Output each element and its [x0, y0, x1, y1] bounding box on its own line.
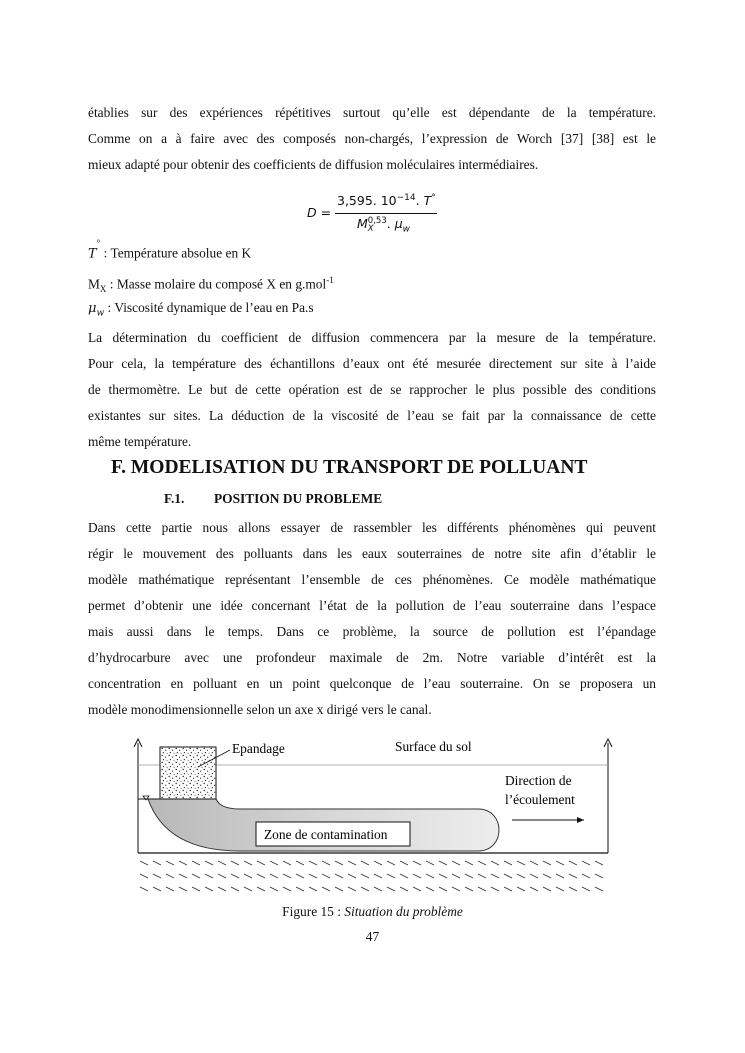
hatch-mark — [439, 861, 447, 865]
text-line: mais aussi dans le temps. Dans ce problème, la source de pollution est l’épandage — [88, 624, 656, 639]
hatch-mark — [166, 861, 174, 865]
subsection-number: F.1. — [164, 491, 185, 506]
hatch-mark — [192, 861, 200, 865]
hatch-mark — [400, 874, 408, 878]
hatch-mark — [335, 874, 343, 878]
hatch-mark — [413, 861, 421, 865]
text-line: Comme on a à faire avec des composés non-chargés, l’expression de Worch [37] [38] est le — [88, 131, 656, 146]
hatch-mark — [530, 887, 538, 891]
hatch-mark — [387, 861, 395, 865]
hatch-mark — [569, 861, 577, 865]
hatch-mark — [218, 887, 226, 891]
hatch-mark — [452, 861, 460, 865]
hatch-mark — [582, 861, 590, 865]
hatch-mark — [270, 874, 278, 878]
hatch-mark — [309, 861, 317, 865]
hatch-mark — [283, 874, 291, 878]
hatch-mark — [257, 861, 265, 865]
hatch-mark — [387, 887, 395, 891]
label-epandage: Epandage — [232, 741, 285, 756]
formula-numerator: 3,595. $10^{-14}$. T° — [337, 193, 436, 209]
hatch-mark — [491, 874, 499, 878]
formula-denominator: M 0,53 X . $\mu_w$ — [357, 215, 411, 235]
hatch-mark — [309, 874, 317, 878]
paragraph-problem — [88, 515, 656, 723]
hatch-mark — [426, 861, 434, 865]
hatch-mark — [595, 887, 603, 891]
subsection-heading — [164, 491, 382, 507]
hatch-mark — [439, 874, 447, 878]
hatch-mark — [413, 887, 421, 891]
hatch-mark — [556, 874, 564, 878]
text-line: Pour cela, la température des échantillons d’eaux ont été mesurée directement sur site à l’aide — [88, 356, 656, 371]
text-line: établies sur des expériences répétitives surtout qu’elle est dépendante de la température. — [88, 105, 656, 120]
hatch-mark — [504, 887, 512, 891]
hatch-mark — [153, 861, 161, 865]
hatch-mark — [218, 874, 226, 878]
hatch-mark — [231, 861, 239, 865]
text-line: de thermomètre. Le but de cette opération est de se rapprocher le plus possible des conditions — [88, 382, 656, 397]
hatch-mark — [556, 861, 564, 865]
hatch-mark — [153, 887, 161, 891]
hatch-mark — [582, 874, 590, 878]
label-direction-2: l’écoulement — [505, 792, 575, 807]
text-line: concentration en polluant en un point quelconque de l’eau souterraine. On se proposera un — [88, 676, 656, 691]
hatch-mark — [322, 887, 330, 891]
hatch-mark — [569, 887, 577, 891]
text-line: même température. — [88, 434, 192, 449]
hatch-mark — [205, 861, 213, 865]
section-heading: F. MODELISATION DU TRANSPORT DE POLLUANT — [111, 457, 588, 478]
hatch-mark — [517, 861, 525, 865]
paragraph-temperature — [88, 325, 656, 455]
hatch-mark — [140, 887, 148, 891]
hatch-mark — [530, 874, 538, 878]
hatch-mark — [361, 887, 369, 891]
hatch-mark — [582, 887, 590, 891]
hatch-mark — [452, 887, 460, 891]
hatch-mark — [465, 861, 473, 865]
hatch-mark — [556, 887, 564, 891]
hatch-mark — [504, 874, 512, 878]
hatch-mark — [478, 861, 486, 865]
hatch-mark — [244, 874, 252, 878]
definition-temperature: T° : Température absolue en K — [88, 238, 252, 262]
hatch-mark — [543, 887, 551, 891]
hatch-mark — [283, 861, 291, 865]
hatch-mark — [478, 887, 486, 891]
label-direction-1: Direction de — [505, 773, 572, 788]
formula-lhs: D = — [307, 205, 332, 220]
hatch-mark — [231, 874, 239, 878]
hatch-mark — [569, 874, 577, 878]
hatch-mark — [192, 874, 200, 878]
definition-molar-mass: $M_X$ : Masse molaire du composé X en g.mol$^{-1}$ — [88, 275, 334, 295]
hatch-mark — [413, 874, 421, 878]
hatch-mark — [244, 861, 252, 865]
figure-caption: Figure 15 : Situation du problème — [282, 904, 463, 919]
label-surface-du-sol: Surface du sol — [395, 739, 472, 754]
text-line: régir le mouvement des polluants dans les eaux souterraines de notre site afin d’établir le — [88, 546, 656, 561]
hatch-mark — [309, 887, 317, 891]
hatch-mark — [400, 887, 408, 891]
hatch-mark — [192, 887, 200, 891]
text-line: mieux adapté pour obtenir des coefficients de diffusion moléculaires intermédiaires. — [88, 157, 539, 172]
hatch-mark — [361, 874, 369, 878]
hatch-mark — [478, 874, 486, 878]
intro-paragraph — [88, 100, 656, 178]
hatch-mark — [426, 887, 434, 891]
hatch-mark — [296, 861, 304, 865]
hatch-mark — [166, 887, 174, 891]
hatch-mark — [296, 887, 304, 891]
hatch-mark — [218, 861, 226, 865]
hatch-mark — [452, 874, 460, 878]
hatch-mark — [166, 874, 174, 878]
hatch-mark — [517, 874, 525, 878]
hatch-mark — [322, 874, 330, 878]
subsection-title: POSITION DU PROBLEME — [214, 491, 383, 506]
hatch-mark — [517, 887, 525, 891]
text-line: La détermination du coefficient de diffusion commencera par la mesure de la température. — [88, 330, 656, 345]
hatch-mark — [348, 874, 356, 878]
hatch-mark — [140, 861, 148, 865]
hatch-mark — [335, 861, 343, 865]
spill-source — [160, 747, 216, 799]
text-line: existantes sur sites. La déduction de la viscosité de l’eau se fait par la connaissance de cette — [88, 408, 656, 423]
text-line: modèle monodimensionnelle selon un axe x dirigé vers le canal. — [88, 702, 432, 717]
hatch-mark — [153, 874, 161, 878]
hatch-mark — [283, 887, 291, 891]
hatch-mark — [244, 887, 252, 891]
hatch-mark — [348, 887, 356, 891]
hatch-mark — [374, 887, 382, 891]
hatch-mark — [270, 887, 278, 891]
hatch-mark — [348, 861, 356, 865]
hatch-mark — [595, 861, 603, 865]
hatch-mark — [465, 887, 473, 891]
hatch-mark — [322, 861, 330, 865]
text-line: permet d’obtenir une idée concernant l’état de la pollution de l’eau souterraine dans l’espace — [88, 598, 656, 613]
figure-situation — [0, 733, 745, 903]
impermeable-hatching — [140, 861, 603, 891]
hatch-mark — [231, 887, 239, 891]
fraction-bar — [335, 213, 437, 214]
hatch-mark — [439, 887, 447, 891]
hatch-mark — [179, 861, 187, 865]
hatch-mark — [387, 874, 395, 878]
hatch-mark — [374, 874, 382, 878]
hatch-mark — [140, 874, 148, 878]
hatch-mark — [257, 887, 265, 891]
page-number: 47 — [365, 929, 380, 944]
text-line: d’hydrocarbure avec une profondeur maximale de 2m. Notre variable d’intérêt est la — [88, 650, 656, 665]
hatch-mark — [179, 887, 187, 891]
hatch-mark — [179, 874, 187, 878]
hatch-mark — [335, 887, 343, 891]
hatch-mark — [530, 861, 538, 865]
hatch-mark — [374, 861, 382, 865]
hatch-mark — [257, 874, 265, 878]
text-line: Dans cette partie nous allons essayer de rassembler les différents phénomènes qui peuvent — [88, 520, 656, 535]
hatch-mark — [400, 861, 408, 865]
hatch-mark — [465, 874, 473, 878]
hatch-mark — [504, 861, 512, 865]
text-line: modèle mathématique représentant l’ensemble de ces phénomènes. Ce modèle mathématique — [88, 572, 656, 587]
hatch-mark — [270, 861, 278, 865]
hatch-mark — [491, 887, 499, 891]
hatch-mark — [595, 874, 603, 878]
hatch-mark — [426, 874, 434, 878]
hatch-mark — [296, 874, 304, 878]
hatch-mark — [543, 861, 551, 865]
hatch-mark — [205, 874, 213, 878]
hatch-mark — [205, 887, 213, 891]
label-zone-contamination: Zone de contamination — [264, 827, 388, 842]
hatch-mark — [361, 861, 369, 865]
hatch-mark — [491, 861, 499, 865]
hatch-mark — [543, 874, 551, 878]
definition-viscosity: $\mu_w$ : Viscosité dynamique de l’eau en Pa.s — [88, 300, 314, 319]
